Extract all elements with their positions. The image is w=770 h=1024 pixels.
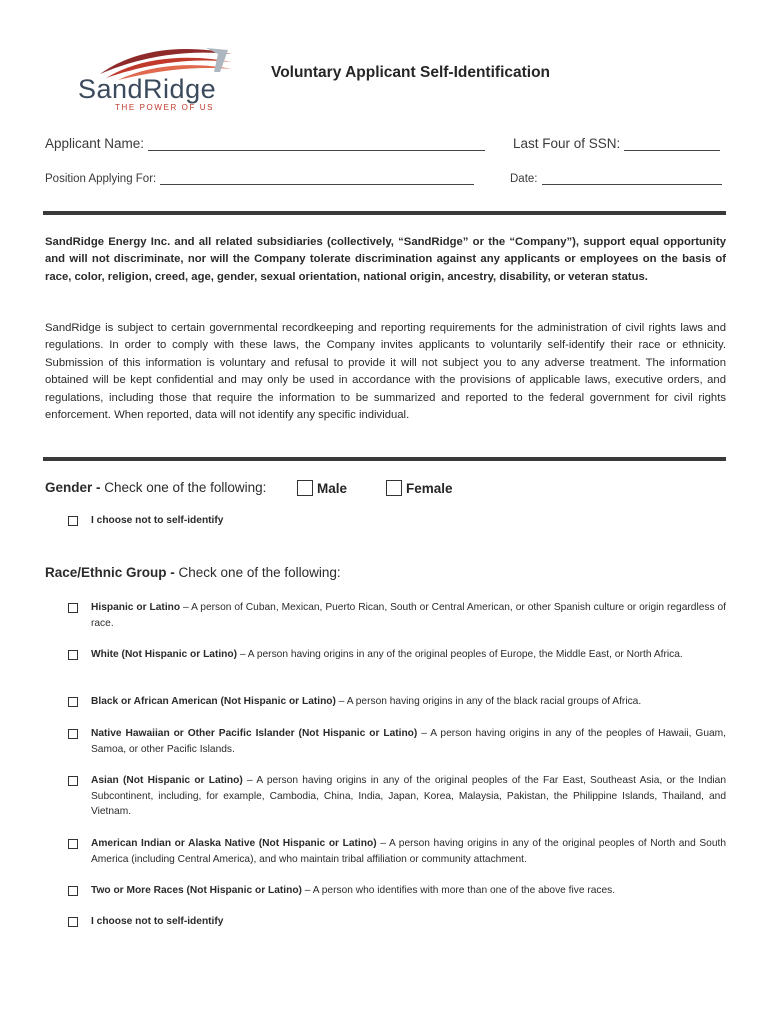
race-heading	[45, 565, 341, 580]
race-checkbox[interactable]	[68, 917, 78, 927]
race-option[interactable]	[68, 647, 726, 663]
race-option-name: Two or More Races (Not Hispanic or Latino)	[91, 885, 302, 896]
gender-heading-bold: Gender -	[45, 480, 101, 495]
gender-heading-rest: Check one of the following:	[100, 480, 267, 495]
gender-decline-label: I choose not to self-identify	[91, 515, 224, 526]
race-heading-rest: Check one of the following:	[174, 565, 341, 580]
race-option-desc: – A person having origins in any of the original peoples of Europe, the Middle East, or North Africa.	[237, 649, 683, 660]
ssn-label: Last Four of SSN:	[513, 136, 621, 151]
logo-tagline: THE POWER OF US	[115, 103, 215, 112]
race-option-name: Asian (Not Hispanic or Latino)	[91, 775, 243, 786]
applicant-name-line[interactable]	[148, 149, 485, 151]
race-checkbox[interactable]	[68, 603, 78, 613]
race-option[interactable]	[68, 836, 726, 867]
race-option[interactable]	[68, 600, 726, 631]
ssn-line[interactable]	[624, 149, 720, 151]
race-checkbox[interactable]	[68, 650, 78, 660]
race-option-name: Black or African American (Not Hispanic or Latino)	[91, 696, 336, 707]
date-field[interactable]	[510, 173, 722, 185]
male-label: Male	[317, 481, 348, 496]
race-option-desc: – A person having origins in any of the original peoples of North and South America (including Central America), and who maintain tribal affiliation or community attachment.	[91, 838, 726, 865]
race-checkbox[interactable]	[68, 697, 78, 707]
divider-middle	[43, 457, 726, 461]
race-option-name: Native Hawaiian or Other Pacific Islander (Not Hispanic or Latino)	[91, 728, 418, 739]
race-option-desc: – A person having origins in any of the black racial groups of Africa.	[335, 696, 642, 707]
race-option-name: White (Not Hispanic or Latino)	[91, 649, 238, 660]
position-field[interactable]	[45, 173, 474, 185]
recordkeeping-paragraph: SandRidge is subject to certain governmental recordkeeping and reporting requirements for the administration of civil rights laws and regulations. In order to comply with these laws, the Company invites applicants to voluntarily self-identify their race or ethnicity. Submission of this information is voluntary and refusal to provide it will not subject you to any adverse treatment. The information obtained will be kept confidential and may only be used in accordance with the provisions of applicable laws, executive orders, and regulations, including those that require the information to be summarized and reported to the federal government for civil rights enforcement. When reported, data will not identify any specific individual.	[45, 322, 726, 422]
race-heading-bold: Race/Ethnic Group -	[45, 565, 175, 580]
race-checkbox[interactable]	[68, 886, 78, 896]
race-option[interactable]	[68, 773, 726, 820]
race-checkbox[interactable]	[68, 839, 78, 849]
race-option-name: American Indian or Alaska Native (Not Hispanic or Latino)	[91, 838, 377, 849]
ssn-field[interactable]	[513, 136, 720, 151]
race-option-desc: – A person of Cuban, Mexican, Puerto Rican, South or Central American, or other Spanish culture or origin regardless of race.	[91, 602, 727, 629]
race-option-desc: – A person having origins in any of the original peoples of the Far East, Southeast Asia, or the Indian Subcontinent, including, for example, Cambodia, China, India, Japan, Korea, Malaysia, Pakistan, the Philippine Islands, Thailand, and Vietnam.	[91, 775, 727, 818]
logo-wordmark: SandRidge	[78, 74, 217, 104]
race-option-desc: – A person having origins in any of the peoples of Hawaii, Guam, Samoa, or other Pacific Islands.	[91, 728, 726, 755]
race-option-name: I choose not to self-identify	[91, 916, 224, 927]
sandridge-logo	[78, 44, 254, 110]
gender-decline-option[interactable]	[68, 513, 726, 529]
position-line[interactable]	[160, 183, 474, 185]
position-label: Position Applying For:	[45, 173, 157, 185]
applicant-name-label: Applicant Name:	[45, 136, 145, 151]
divider-top	[43, 211, 726, 215]
race-option-desc: – A person who identifies with more than one of the above five races.	[301, 885, 616, 896]
page-title: Voluntary Applicant Self-Identification	[271, 64, 551, 81]
female-label: Female	[406, 481, 453, 496]
race-checkbox[interactable]	[68, 729, 78, 739]
race-option[interactable]	[68, 694, 726, 710]
race-option[interactable]	[68, 883, 726, 899]
female-checkbox[interactable]	[386, 480, 402, 496]
male-checkbox[interactable]	[297, 480, 313, 496]
date-line[interactable]	[542, 183, 722, 185]
race-option[interactable]	[68, 726, 726, 757]
eeo-statement: SandRidge Energy Inc. and all related subsidiaries (collectively, “SandRidge” or the “Company”), support equal opportunity and will not discriminate, nor will the Company tolerate discrimination against any applicants or employees on the basis of race, color, religion, creed, age, gender, sexual orientation, national origin, ancestry, disability, or veteran status.	[45, 236, 726, 283]
gender-decline-checkbox[interactable]	[68, 516, 78, 526]
gender-heading	[45, 480, 266, 495]
gender-female-option[interactable]	[386, 480, 453, 496]
applicant-name-field[interactable]	[45, 136, 485, 151]
race-option[interactable]	[68, 914, 726, 930]
race-checkbox[interactable]	[68, 776, 78, 786]
race-option-name: Hispanic or Latino	[91, 602, 181, 613]
date-label: Date:	[510, 173, 538, 185]
gender-male-option[interactable]	[297, 480, 347, 496]
